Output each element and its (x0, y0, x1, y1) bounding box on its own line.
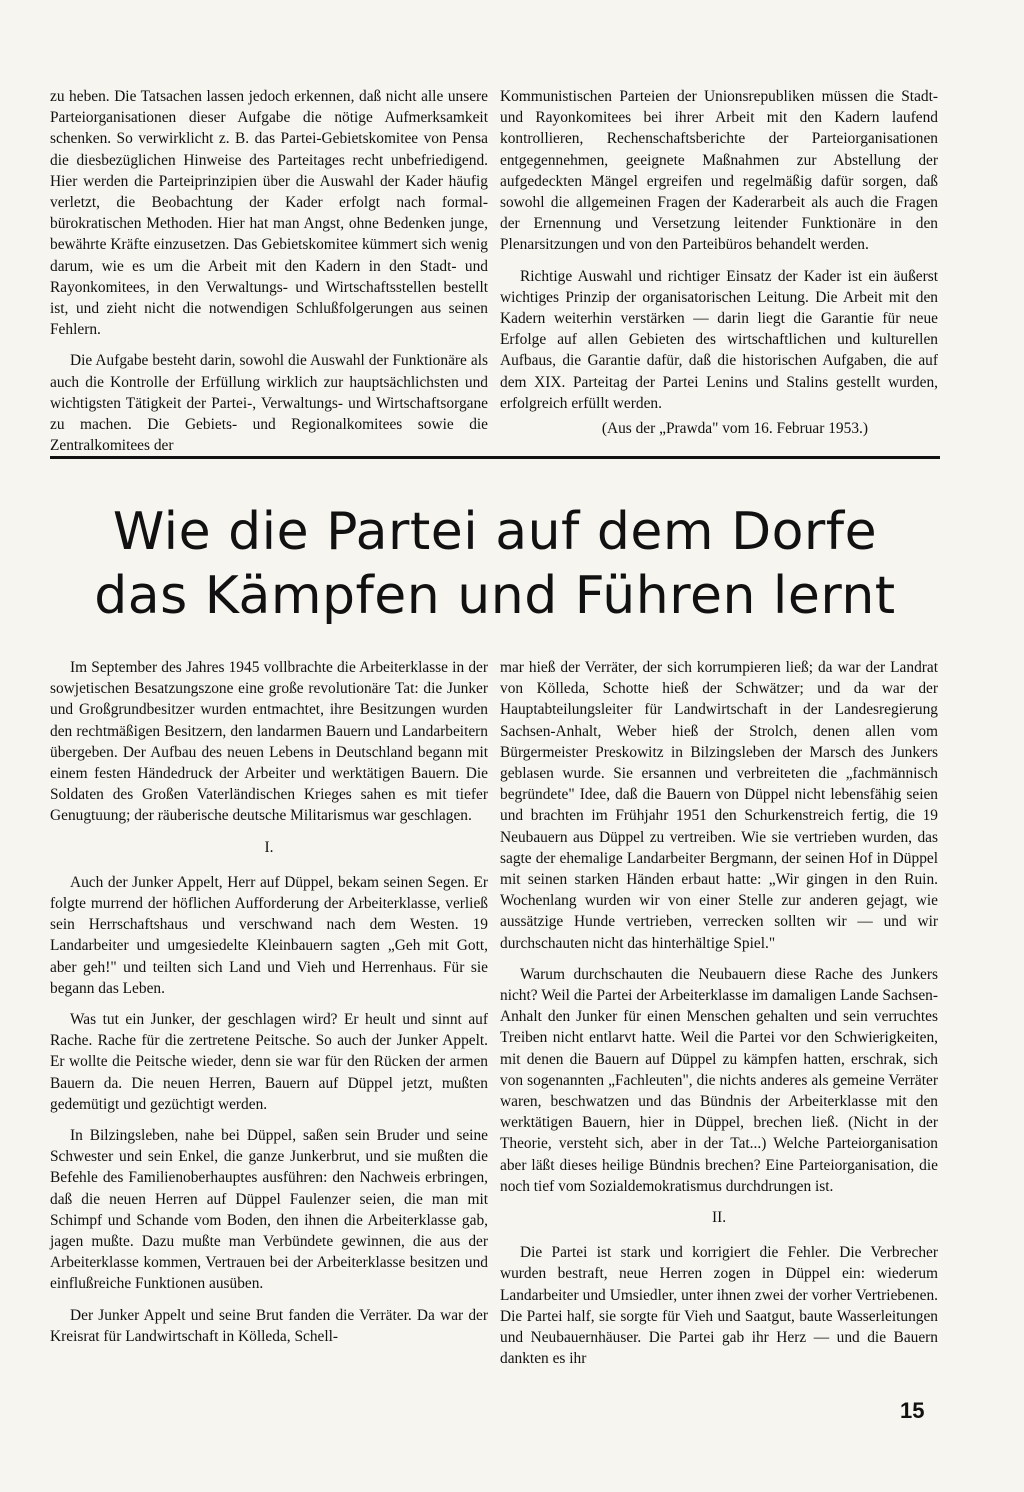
top-right-column (500, 86, 938, 439)
source-citation: (Aus der „Prawda" vom 16. Februar 1953.) (601, 420, 868, 438)
paragraph: Richtige Auswahl und richtiger Einsatz der Kader ist ein äußerst wichtiges Prinzip der organisatorischen Leitung. Die Arbeit mit den Kadern weiterhin verstärken — darin liegt die Garantie für neue Erfolge auf allen Gebieten des wirtschaftlichen und kulturellen Aufbaus, die Garantie dafür, daß die historischen Aufgaben, die auf dem XIX. Parteitag der Partei Lenins und Stalins gestellt wurden, erfolgreich erfüllt werden. (500, 267, 938, 412)
section-number: I. (264, 838, 274, 856)
paragraph: Der Junker Appelt und seine Brut fanden die Verräter. Da war der Kreisrat für Landwirtschaft in Kölleda, Schell- (50, 1306, 488, 1345)
paragraph: mar hieß der Verräter, der sich korrumpieren ließ; da war der Landrat von Kölleda, Schotte hieß der Schwätzer; und da war der Hauptabteilungsleiter für Landwirtschaft in der Landesregierung Sachsen-Anhalt, Weber hieß der Strolch, denen allen vom Bürgermeister Preskowitz in Bilzingsleben der Marsch des Junkers geblasen wurde. Sie ersannen und verbreiteten die „fachmännisch begründete" Idee, daß die Bauern von Düppel nicht lebensfähig seien und brachten im Frühjahr 1951 den Schurkenstreich fertig, die 19 Neubauern aus Düppel zu vertreiben. Wie sie vertrieben wurden, das sagte der ehemalige Landarbeiter Bergmann, der seinen Hof in Düppel mit seinen starken Händen erbaut hatte: „Wir gingen in den Ruin. Wochenlang wurden wir von einer Stelle zur anderen gejagt, wie aussätzige Hunde vertrieben, verrecken sollten wir — und wir durchschauten nicht das hinterhältige Spiel." (500, 659, 938, 952)
section-number: II. (711, 1209, 727, 1227)
paragraph: Die Aufgabe besteht darin, sowohl die Auswahl der Funktionäre als auch die Kontrolle der Erfüllung wirklich zur hauptsächlichsten und wichtigsten Tätigkeit der Partei-, Verwaltungs- und Wirtschaftsorgane zu machen. Die Gebiets- und Regionalkomitees sowie die Zentralkomitees der (50, 352, 488, 455)
intro-paragraph: Im September des Jahres 1945 vollbrachte die Arbeiterklasse in der sowjetischen Besatzungszone eine große revolutionäre Tat: die Junker und Großgrundbesitzer wurden entmachtet, ihre Besitzungen wurden den rechtmäßigen Besitzern, den landarmen Bauern und Landarbeitern übergeben. Der Aufbau des neuen Lebens in Deutschland begann mit einem festen Händedruck der Arbeiter und werktätigen Bauern. Die Soldaten des Großen Vaterländischen Krieges sahen es mit tiefer Genugtuung; der räuberische deutsche Militarismus war geschlagen. (50, 659, 488, 825)
paragraph: Kommunistischen Parteien der Unionsrepubliken müssen die Stadt- und Rayonkomitees bei ihrer Arbeit mit den Kadern laufend kontrollieren, Rechenschaftsberichte der Parteiorganisationen entgegennehmen, geeignete Maßnahmen zur Abstellung der aufgedeckten Mängel ergreifen und regelmäßig dafür sorgen, daß sowohl die allgemeinen Fragen der Kaderarbeit als auch die Fragen der Ernennung und Versetzung leitender Funktionäre in den Plenarsitzungen und von den Parteibüros behandelt werden. (500, 88, 938, 254)
section-divider (50, 456, 940, 459)
bottom-left-column (50, 657, 488, 1357)
article-headline (50, 500, 940, 628)
paragraph: In Bilzingsleben, nahe bei Düppel, saßen sein Bruder und seine Schwester und sein Enkel, die ganze Junkerbrut, und sie mußten die Befehle des Familienoberhauptes ausführen: den Nachweis erbringen, daß die neuen Herren auf Düppel Faulenzer seien, die man mit Schimpf und Schande vom Boden, den ihnen die Arbeiterklasse gab, jagen mußte. Dazu mußte man Verbündete gewinnen, die aus der Arbeiterklasse kommen, Vertrauen bei der Arbeiterklasse besitzen und einflußreiche Funktionen ausüben. (50, 1127, 488, 1293)
page-number: 15 (900, 1398, 925, 1423)
bottom-right-column (500, 657, 938, 1380)
headline-line-2: das Kämpfen und Führen lernt (94, 566, 896, 626)
paragraph: Warum durchschauten die Neubauern diese Rache des Junkers nicht? Weil die Partei der Arbeiterklasse im damaligen Lande Sachsen-Anhalt den Junker für einen Menschen gehalten und sein verruchtes Treiben nicht entlarvt hatte. Weil die Partei vor den Schwierigkeiten, mit denen die Bauern auf Düppel zu kämpfen hatten, erschrak, sich von sogenannten „Fachleuten", die nichts anderes als gemeine Verräter waren, beschwatzen und das Bündnis der Arbeiterklasse mit den werktätigen Bauern, hier in Düppel, brechen ließ. (Nicht in der Theorie, versteht sich, aber in der Tat...) Welche Parteiorganisation aber läßt dieses heilige Bündnis brechen? Eine Parteiorganisation, die noch tief vom Sozialdemokratismus durchdrungen ist. (500, 965, 938, 1195)
top-left-column (50, 86, 488, 466)
paragraph: zu heben. Die Tatsachen lassen jedoch erkennen, daß nicht alle unsere Parteiorganisationen dieser Aufgabe die nötige Aufmerksamkeit schenken. So verwirklicht z. B. das Partei-Gebietskomitee von Pensa die diesbezüglichen Hinweise des Parteitages recht unbefriedigend. Hier werden die Parteiprinzipien über die Auswahl der Kader häufig verletzt, die Beobachtung der Kader erfolgt nach formal-bürokratischen Methoden. Hier hat man Angst, ohne Bedenken junge, bewährte Kräfte einzusetzen. Das Gebietskomitee kümmert sich wenig darum, wie es um die Arbeit mit den Kadern in den Stadt- und Rayonkomitees, in den Verwaltungs- und Wirtschaftsstellen bestellt ist, und zieht nicht die notwendigen Schlußfolgerungen aus seinen Fehlern. (50, 88, 488, 339)
paragraph: Was tut ein Junker, der geschlagen wird? Er heult und sinnt auf Rache. Rache für die zertretene Peitsche. So auch der Junker Appelt. Er wollte die Peitsche wieder, denn sie war für den Rücken der armen Bauern da. Die neuen Herren, Bauern auf Düppel jetzt, mußten gedemütigt und gezüchtigt werden. (50, 1011, 488, 1113)
paragraph: Die Partei ist stark und korrigiert die Fehler. Die Verbrecher wurden bestraft, neue Herren zogen in Düppel ein: wiederum Landarbeiter und Umsiedler, unter ihnen zwei der vorher Vertriebenen. Die Partei half, sie sorgte für Vieh und Saatgut, baute Wasserleitungen und Neubauernhäuser. Die Partei gab ihr Herz — und die Bauern dankten es ihr (500, 1244, 938, 1368)
paragraph: Auch der Junker Appelt, Herr auf Düppel, bekam seinen Segen. Er folgte murrend der höflichen Aufforderung der Arbeiterklasse, verließ sein Herrschaftshaus und verschwand nach dem Westen. 19 Landarbeiter und umgesiedelte Kleinbauern sagten „Geh mit Gott, aber geh!" und teilten sich Land und Vieh und Herrenhaus. Für sie begann das Leben. (50, 873, 488, 997)
headline-line-1: Wie die Partei auf dem Dorfe (112, 502, 878, 562)
